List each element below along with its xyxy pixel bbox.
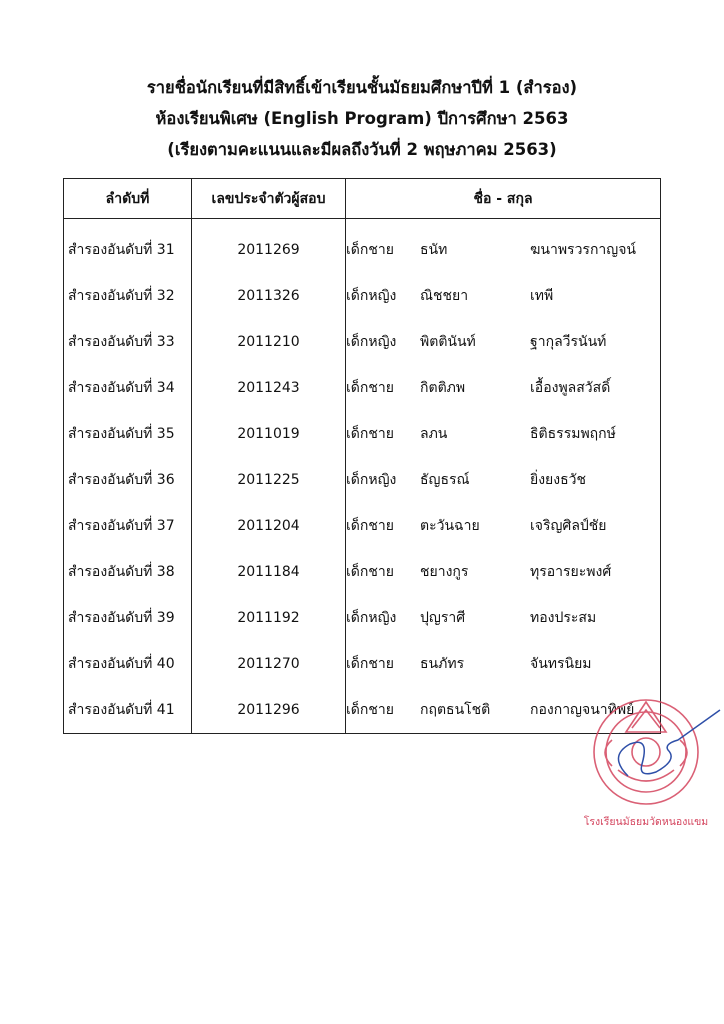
name-prefix: เด็กหญิง: [346, 610, 397, 626]
student-name: [346, 595, 661, 641]
student-name: [346, 273, 661, 319]
given-name: ธนภัทร: [420, 656, 465, 672]
waitlist-rank: สำรองอันดับที่ 37: [64, 503, 192, 549]
name-prefix: เด็กชาย: [346, 380, 394, 396]
exam-id: 2011225: [192, 457, 346, 503]
column-header-full-name: ชื่อ - สกุล: [346, 179, 661, 219]
exam-id: 2011210: [192, 319, 346, 365]
table-row: [64, 503, 661, 549]
family-name: ธิติธรรมพฤกษ์: [530, 426, 616, 442]
family-name: กองกาญจนาทิพย์: [530, 702, 635, 718]
table-row: [64, 365, 661, 411]
given-name: ชยางกูร: [420, 564, 469, 580]
student-name: [346, 503, 661, 549]
name-prefix: เด็กหญิง: [346, 334, 397, 350]
column-header-exam-id: เลขประจำตัวผู้สอบ: [192, 179, 346, 219]
table-row: [64, 319, 661, 365]
table-row: [64, 411, 661, 457]
given-name: กฤตธนโชติ: [420, 702, 491, 718]
exam-id: 2011270: [192, 641, 346, 687]
name-prefix: เด็กหญิง: [346, 472, 397, 488]
waitlist-rank: สำรองอันดับที่ 33: [64, 319, 192, 365]
name-prefix: เด็กชาย: [346, 656, 394, 672]
name-prefix: เด็กหญิง: [346, 288, 397, 304]
student-name: [346, 411, 661, 457]
document-header: [0, 72, 724, 165]
exam-id: 2011204: [192, 503, 346, 549]
family-name: ฆนาพรวรกาญจน์: [530, 242, 636, 258]
waitlist-rank: สำรองอันดับที่ 31: [64, 219, 192, 274]
family-name: ทุรอารยะพงศ์: [530, 564, 612, 580]
table-row: [64, 219, 661, 274]
exam-id: 2011326: [192, 273, 346, 319]
waitlist-rank: สำรองอันดับที่ 32: [64, 273, 192, 319]
waitlist-table: [63, 178, 661, 734]
name-prefix: เด็กชาย: [346, 426, 394, 442]
waitlist-rank: สำรองอันดับที่ 38: [64, 549, 192, 595]
waitlist-rank: สำรองอันดับที่ 35: [64, 411, 192, 457]
family-name: เอื้องพูลสวัสดิ์: [530, 380, 611, 396]
document-title: รายชื่อนักเรียนที่มีสิทธิ์เข้าเรียนชั้นมัธยมศึกษาปีที่ 1 (สำรอง): [146, 78, 578, 97]
waitlist-rank: สำรองอันดับที่ 39: [64, 595, 192, 641]
family-name: เจริญศิลป์ชัย: [530, 518, 607, 534]
exam-id: 2011019: [192, 411, 346, 457]
family-name: ยิ่งยงธวัช: [530, 472, 586, 488]
family-name: เทพี: [530, 288, 554, 304]
waitlist-rank: สำรองอันดับที่ 36: [64, 457, 192, 503]
given-name: ณิชชยา: [420, 288, 469, 304]
name-prefix: เด็กชาย: [346, 242, 394, 258]
name-prefix: เด็กชาย: [346, 702, 394, 718]
given-name: กิตติภพ: [420, 380, 466, 396]
student-name: [346, 219, 661, 274]
program-subtitle: ห้องเรียนพิเศษ (English Program) ปีการศึกษา 2563: [155, 109, 569, 128]
given-name: ลภน: [420, 426, 448, 442]
school-seal: [568, 680, 724, 830]
table-row: [64, 595, 661, 641]
waitlist-rank: สำรองอันดับที่ 34: [64, 365, 192, 411]
given-name: ปุญราศี: [420, 610, 466, 626]
exam-id: 2011269: [192, 219, 346, 274]
waitlist-rank: สำรองอันดับที่ 41: [64, 687, 192, 734]
family-name: ทองประสม: [530, 610, 597, 626]
exam-id: 2011243: [192, 365, 346, 411]
table-row: [64, 273, 661, 319]
student-name: [346, 457, 661, 503]
given-name: ตะวันฉาย: [420, 518, 480, 534]
student-name: [346, 319, 661, 365]
exam-id: 2011296: [192, 687, 346, 734]
name-prefix: เด็กชาย: [346, 518, 394, 534]
table-row: [64, 457, 661, 503]
waitlist-rank: สำรองอันดับที่ 40: [64, 641, 192, 687]
family-name: ฐากุลวีรนันท์: [530, 334, 607, 350]
table-row: [64, 549, 661, 595]
ordering-note: (เรียงตามคะแนนและมีผลถึงวันที่ 2 พฤษภาคม 2563): [167, 140, 557, 159]
family-name: จันทรนิยม: [530, 656, 592, 672]
exam-id: 2011192: [192, 595, 346, 641]
student-name: [346, 365, 661, 411]
seal-caption: โรงเรียนมัธยมวัดหนองแขม: [583, 816, 709, 828]
given-name: พิตตินันท์: [420, 334, 476, 350]
given-name: ธนัท: [420, 242, 448, 258]
given-name: ธัญธรณ์: [420, 472, 470, 488]
name-prefix: เด็กชาย: [346, 564, 394, 580]
table-header-row: [64, 179, 661, 219]
column-header-rank: ลำดับที่: [64, 179, 192, 219]
student-name: [346, 549, 661, 595]
table-body: [64, 219, 661, 734]
exam-id: 2011184: [192, 549, 346, 595]
